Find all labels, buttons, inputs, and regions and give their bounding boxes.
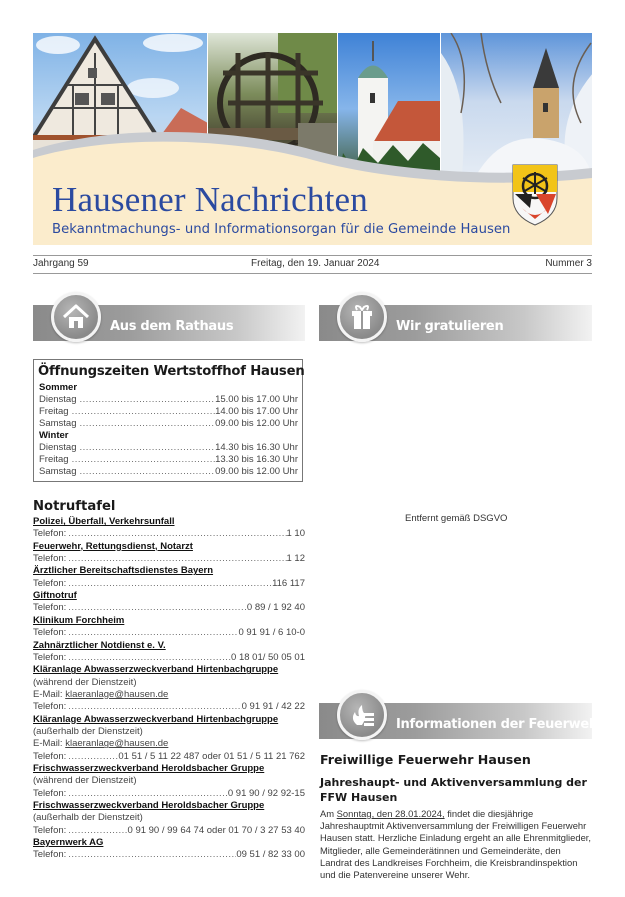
hours-row: Samstag ..... 09.00 bis 12.00 Uhr xyxy=(39,466,298,478)
emergency-entry-name: Klinikum Forchheim xyxy=(33,614,125,626)
fire-brick-icon xyxy=(346,699,378,731)
removed-content-note: Entfernt gemäß DSGVO xyxy=(405,513,508,524)
article-body: Am Sonntag, den 28.01.2024, findet die diesjährige Jahreshauptmit Aktivenversammlung der Freiwilligen Feuerwehr Hausen statt. Herzliche Einladung ergeht an alle Ehrenmitglieder, Mitglieder, alle Gemeinderätinnen und Gemeinderäte, den Landrat des Landkreises Forchheim, die Kreisbrandinspektion und die Patenvereine unserer Wehr. xyxy=(320,808,591,881)
emergency-entry-email: E-Mail: klaeranlage@hausen.de xyxy=(33,688,169,700)
section-banner-rathaus xyxy=(33,290,305,342)
emergency-entry-name: Frischwasserzweckverband Heroldsbacher Gruppe xyxy=(33,763,265,774)
emergency-entry-phone: Telefon: ..... 09 51 / 82 33 00 xyxy=(33,849,305,860)
section-label: Wir gratulieren xyxy=(396,319,504,334)
emergency-entry-phone: Telefon: ..... 1 12 xyxy=(33,553,305,564)
emergency-entry-name: Kläranlage Abwasserzweckverband Hirtenbachgruppe xyxy=(33,713,279,725)
emergency-entry-name: Ärztlicher Bereitschaftsdienstes Bayern xyxy=(33,565,214,577)
hours-row: Freitag ..... 14.00 bis 17.00 Uhr xyxy=(39,406,298,418)
season-label: Sommer xyxy=(39,382,78,393)
opening-hours-title: Öffnungszeiten Wertstoffhof Hausen xyxy=(38,364,305,379)
hours-row: Dienstag ..... 14.30 bis 16.30 Uhr xyxy=(39,442,298,454)
article-title: Freiwillige Feuerwehr Hausen xyxy=(320,752,531,767)
section-banner-gratulieren xyxy=(319,290,592,342)
emergency-entry-name: Polizei, Überfall, Verkehrsunfall xyxy=(33,516,175,527)
issue-date: Freitag, den 19. Januar 2024 xyxy=(251,258,380,269)
emergency-entry-name: Feuerwehr, Rettungsdienst, Notarzt xyxy=(33,540,193,552)
section-label: Informationen der Feuerwehr xyxy=(396,717,604,732)
emergency-entry-name: Bayernwerk AG xyxy=(33,837,104,849)
emergency-entry-phone: Telefon: ..... 0 91 91 / 6 10-0 xyxy=(33,627,305,638)
issue-info-bar xyxy=(33,255,592,274)
gift-icon xyxy=(346,301,378,333)
hours-row: Dienstag ..... 15.00 bis 17.00 Uhr xyxy=(39,394,298,406)
publication-title: Hausener Nachrichten xyxy=(52,180,368,219)
article-subtitle: Jahreshaupt- und Aktivenversammlung der FFW Hausen xyxy=(320,776,587,804)
emergency-entry-name: Frischwasserzweckverband Heroldsbacher Gruppe xyxy=(33,800,265,812)
emergency-entry-phone: Telefon: ..... 0 91 90 / 92 92-15 xyxy=(33,788,305,799)
emergency-entry-note: (während der Dienstzeit) xyxy=(33,676,137,688)
emergency-entry-name: Kläranlage Abwasserzweckverband Hirtenbachgruppe xyxy=(33,664,279,676)
hours-row: Samstag ..... 09.00 bis 12.00 Uhr xyxy=(39,418,298,430)
emergency-board-title: Notruftafel xyxy=(33,499,116,514)
opening-hours-box xyxy=(33,359,303,482)
emergency-entry-name: Zahnärztlicher Notdienst e. V. xyxy=(33,639,166,651)
coat-of-arms-icon xyxy=(512,164,558,226)
emergency-entry-name: Giftnotruf xyxy=(33,590,77,602)
emergency-entry-note: (außerhalb der Dienstzeit) xyxy=(33,812,143,824)
article-date: Sonntag, den 28.01.2024, xyxy=(336,808,445,819)
emergency-entry-phone: Telefon: ..... 0 91 91 / 42 22 xyxy=(33,701,305,712)
publication-subtitle: Bekanntmachungs- und Informationsorgan für die Gemeinde Hausen xyxy=(52,222,511,237)
email-link[interactable]: klaeranlage@hausen.de xyxy=(65,688,169,700)
issue-number: Nummer 3 xyxy=(545,258,592,269)
hours-row: Freitag ..... 13.30 bis 16.30 Uhr xyxy=(39,454,298,466)
emergency-entry-phone: Telefon: ..... 0 89 / 1 92 40 xyxy=(33,602,305,613)
emergency-entry-phone: Telefon: ..... 0 91 90 / 99 64 74 oder 01 70 / 3 27 53 40 xyxy=(33,825,305,836)
emergency-entry-phone: Telefon: ..... 116 117 xyxy=(33,578,305,589)
season-label: Winter xyxy=(39,430,69,441)
emergency-entry-phone: Telefon: ..... 01 51 / 5 11 22 487 oder 01 51 / 5 11 21 762 xyxy=(33,751,305,762)
emergency-entry-email: E-Mail: klaeranlage@hausen.de xyxy=(33,738,169,750)
emergency-entry-phone: Telefon: ..... 0 18 01/ 50 05 01 xyxy=(33,652,305,663)
house-icon xyxy=(60,301,92,333)
section-banner-feuerwehr xyxy=(319,688,604,740)
section-label: Aus dem Rathaus xyxy=(110,319,234,334)
emergency-entry-note: (außerhalb der Dienstzeit) xyxy=(33,725,143,737)
emergency-entry-note: (während der Dienstzeit) xyxy=(33,775,137,787)
email-link[interactable]: klaeranlage@hausen.de xyxy=(65,738,169,750)
issue-volume: Jahrgang 59 xyxy=(33,258,89,269)
emergency-entry-phone: Telefon: ..... 1 10 xyxy=(33,528,305,539)
